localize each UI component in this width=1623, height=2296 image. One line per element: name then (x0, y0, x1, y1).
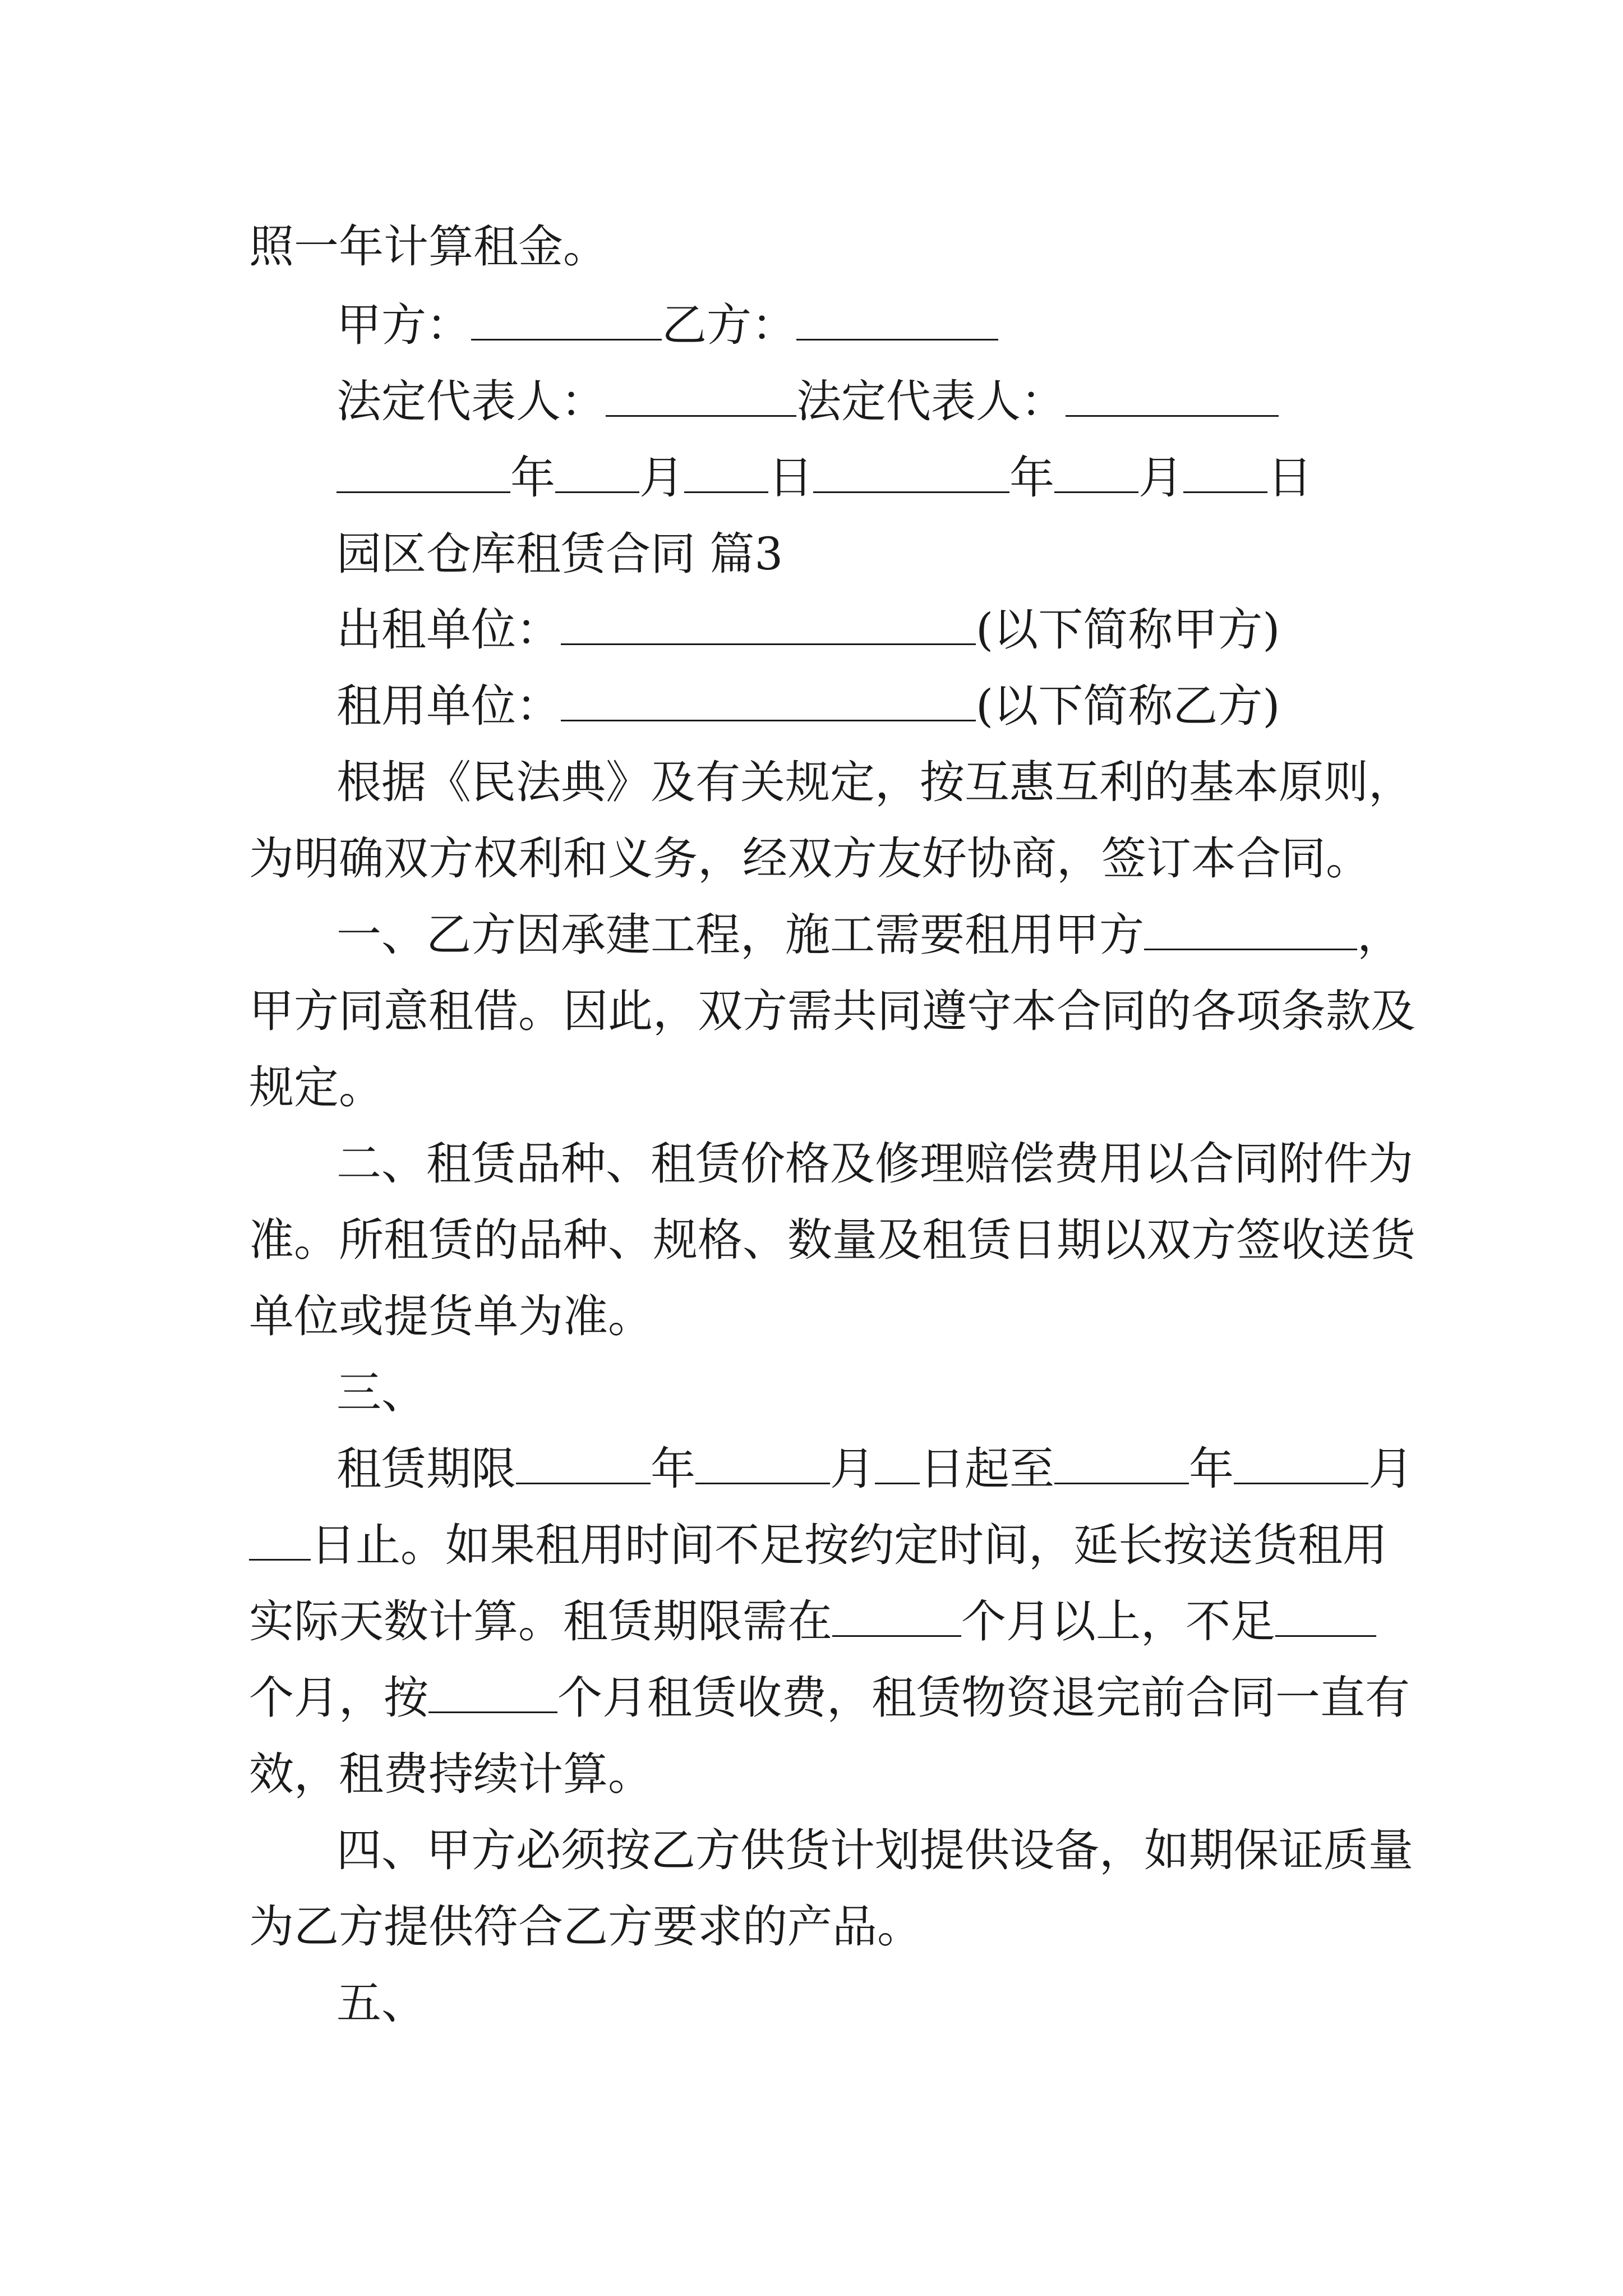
lease-term-end-line (249, 1517, 1393, 1573)
fill-blank (1275, 1595, 1376, 1637)
text-fragment: 年 (510, 452, 555, 504)
text-line (336, 1365, 1393, 1421)
text-fragment: 年 (1189, 1443, 1234, 1495)
text-line (336, 1823, 1413, 1879)
text-fragment: 实际天数计算。租赁期限需在 (249, 1595, 832, 1648)
lessee-line (336, 678, 1393, 734)
fill-blank (1183, 451, 1267, 493)
fill-blank (813, 451, 1009, 493)
fill-blank (796, 298, 998, 341)
fill-blank (428, 1671, 557, 1713)
text-line (249, 1899, 1393, 1955)
text-line (249, 1060, 1393, 1116)
text-line (249, 1746, 1393, 1802)
text-fragment: 月 (1138, 452, 1183, 504)
text-fragment: 月 (639, 452, 684, 504)
text-fragment: 法定代表人： (796, 375, 1066, 427)
text-fragment: 为乙方提供符合乙方要求的产品。 (249, 1901, 922, 1953)
text-fragment: 年 (1009, 452, 1054, 504)
text-fragment: 园区仓库租赁合同 篇3 (336, 528, 783, 580)
signature-parties-line (336, 297, 1393, 353)
text-fragment: 个月租赁收费，租赁物资退完前合同一直有 (557, 1672, 1410, 1724)
fill-blank (1144, 908, 1357, 950)
fill-blank (561, 679, 976, 721)
text-line (336, 1975, 1393, 2031)
text-fragment: 三、 (336, 1366, 426, 1419)
lease-term-line (336, 1441, 1413, 1497)
text-fragment: 规定。 (249, 1061, 384, 1114)
section-heading (336, 526, 1393, 582)
billing-line (249, 1670, 1410, 1726)
text-fragment: 效，租费持续计算。 (249, 1748, 653, 1800)
text-fragment: 五、 (336, 1977, 426, 2029)
fill-blank (471, 298, 662, 341)
text-fragment: ， (1357, 909, 1402, 961)
text-fragment: 月 (1368, 1443, 1413, 1495)
text-fragment: 甲方同意租借。因此，双方需共同遵守本合同的各项条款及 (249, 985, 1415, 1037)
text-fragment: 日 (768, 452, 813, 504)
text-fragment: 乙方： (662, 299, 796, 351)
text-fragment: (以下简称乙方) (976, 680, 1280, 732)
fill-blank (555, 451, 639, 493)
fill-blank (1054, 451, 1138, 493)
fill-blank (832, 1595, 961, 1637)
text-fragment: 租赁期限 (336, 1443, 516, 1495)
text-fragment: 根据《民法典》及有关规定，按互惠互利的基本原则， (336, 756, 1413, 808)
text-line (249, 1212, 1415, 1268)
text-fragment: 月 (830, 1443, 875, 1495)
text-line (336, 754, 1413, 811)
text-fragment: 准。所租赁的品种、规格、数量及租赁日期以双方签收送货 (249, 1214, 1415, 1266)
fill-blank (684, 451, 768, 493)
text-line (249, 1289, 1393, 1345)
clause-1-line (336, 907, 1402, 963)
text-fragment: 日止。如果租用时间不足按约定时间，延长按送货租用 (311, 1519, 1387, 1571)
signature-representative-line (336, 374, 1393, 430)
text-fragment: 一、乙方因承建工程，施工需要租用甲方 (336, 909, 1144, 961)
text-fragment: 单位或提货单为准。 (249, 1290, 653, 1342)
text-fragment: 照一年计算租金。 (249, 220, 608, 273)
text-line (249, 983, 1415, 1039)
fill-blank (1234, 1442, 1368, 1484)
fill-blank (1066, 375, 1279, 417)
text-fragment: 法定代表人： (336, 375, 606, 427)
text-fragment: 四、甲方必须按乙方供货计划提供设备，如期保证质量 (336, 1824, 1413, 1876)
text-fragment: 日起至 (920, 1443, 1054, 1495)
text-line (336, 1136, 1413, 1192)
fill-blank (336, 451, 510, 493)
fill-blank (875, 1442, 920, 1484)
text-fragment: 为明确双方权利和义务，经双方友好协商，签订本合同。 (249, 832, 1371, 885)
text-fragment: 年 (651, 1443, 695, 1495)
fill-blank (516, 1442, 651, 1484)
signature-date-line (336, 450, 1393, 506)
text-line (249, 831, 1393, 887)
fill-blank (695, 1442, 830, 1484)
lessor-line (336, 602, 1393, 658)
text-fragment: (以下简称甲方) (976, 604, 1280, 656)
text-fragment: 日 (1267, 452, 1312, 504)
text-line (249, 219, 1393, 275)
fill-blank (606, 375, 796, 417)
text-fragment: 甲方： (336, 299, 471, 351)
text-fragment: 个月以上，不足 (961, 1595, 1275, 1648)
text-fragment: 二、租赁品种、租赁价格及修理赔偿费用以合同附件为 (336, 1138, 1413, 1190)
text-fragment: 出租单位： (336, 604, 561, 656)
fill-blank (1054, 1442, 1189, 1484)
min-term-line (249, 1594, 1393, 1650)
text-fragment: 租用单位： (336, 680, 561, 732)
fill-blank (249, 1519, 311, 1561)
fill-blank (561, 603, 976, 645)
text-fragment: 个月，按 (249, 1672, 428, 1724)
